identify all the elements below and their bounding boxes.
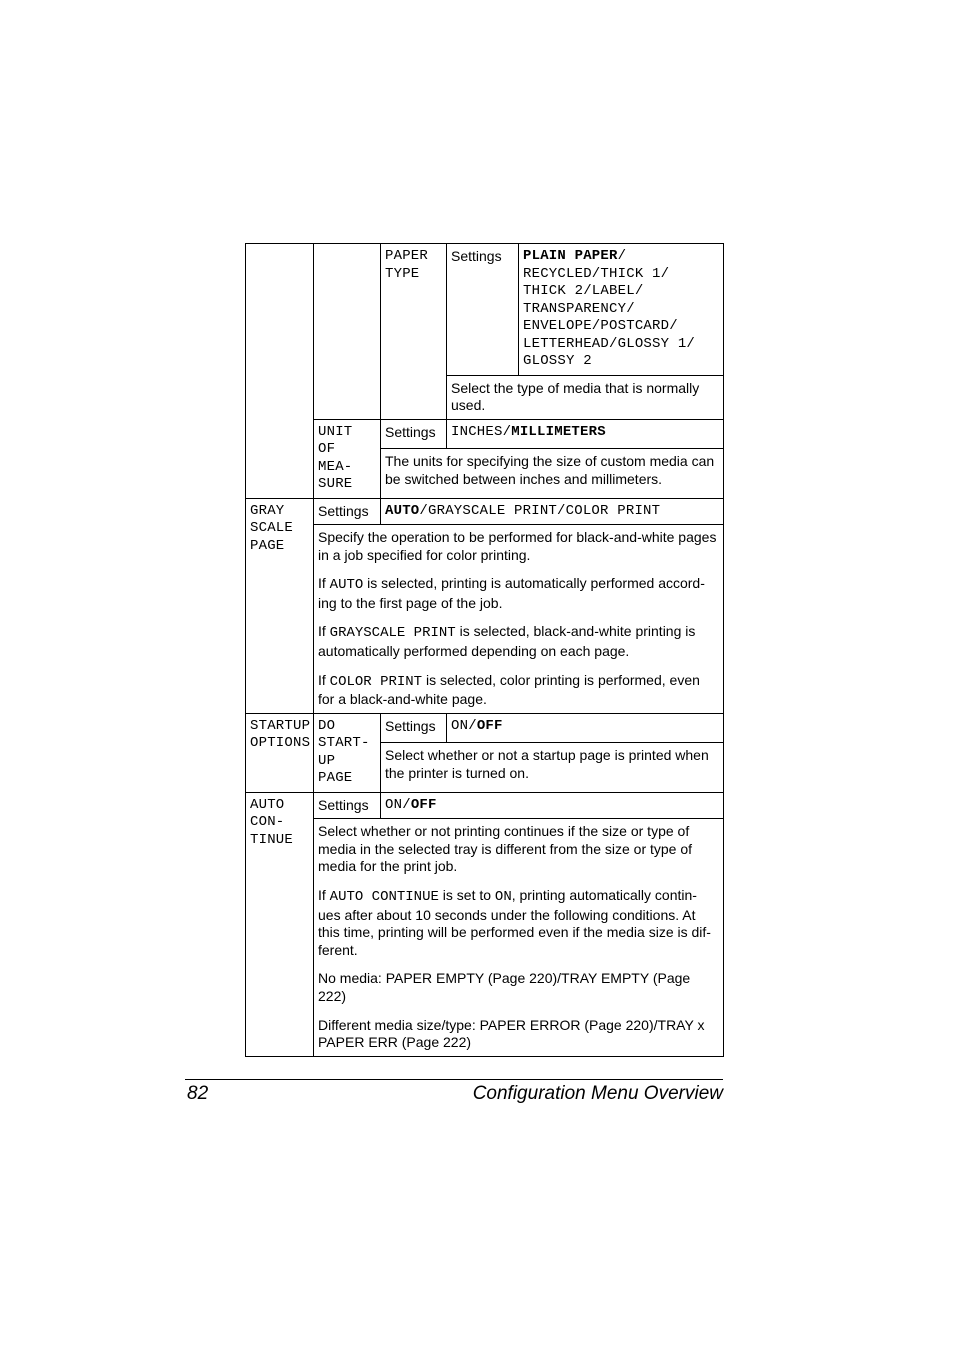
gray-scale-page-menu-name (246, 498, 314, 713)
menu-name-line: SURE (318, 476, 353, 492)
default-value: OFF (410, 796, 437, 813)
menu-name-line: OF (318, 441, 336, 457)
menu-name-line: OPTIONS (250, 735, 311, 752)
gray-scale-description (314, 525, 724, 714)
code-text: ON (494, 889, 512, 906)
settings-label: Settings (381, 419, 447, 449)
code-text: GRAYSCALE PRINT (329, 625, 456, 642)
text: , printing automatically contin-ues after about 10 seconds under the following conditions. At this time, printing will be performed even if the media size is dif-ferent. (318, 887, 711, 958)
code-text: AUTO CONTINUE (329, 889, 439, 906)
menu-name-line: TINUE (250, 831, 294, 848)
paper-type-options (519, 244, 724, 376)
empty-cell (314, 244, 381, 420)
option-line: GLOSSY 2 (523, 353, 592, 369)
text: is selected, black-and-white printing is automatically performed depending on each page. (318, 623, 696, 659)
footer-title: Configuration Menu Overview (472, 1083, 723, 1104)
auto-continue-description-row (246, 819, 724, 1057)
paper-type-settings-row (246, 244, 724, 376)
menu-name-line: DO (318, 717, 336, 734)
menu-name-line: MEA- (318, 458, 353, 475)
option-text: ON/ (451, 717, 477, 734)
do-startup-page-menu-name (314, 713, 381, 792)
empty-cell (246, 244, 314, 499)
menu-name-line: PAGE (250, 537, 285, 554)
auto-continue-menu-name (246, 792, 314, 1056)
settings-label: Settings (447, 244, 519, 376)
menu-name-line: GRAY (250, 502, 285, 519)
startup-options-description: Select whether or not a startup page is printed when the printer is turned on. (381, 743, 724, 792)
option-line: RECYCLED/THICK 1/ (523, 265, 670, 282)
unit-of-measure-menu-name (314, 419, 381, 498)
code-text: AUTO (329, 577, 364, 594)
settings-label: Settings (381, 713, 447, 743)
option-text: /GRAYSCALE PRINT/COLOR PRINT (419, 502, 661, 519)
text: is selected, printing is automatically performed accord-ing to the first page of the job. (318, 575, 705, 611)
menu-name-line: UNIT (318, 423, 353, 440)
option-line: ENVELOPE/POSTCARD/ (523, 318, 678, 334)
description-paragraph: Select whether or not printing continues if the size or type of media in the selected tray is different from the size or type of media for the print job. (318, 823, 693, 875)
gray-scale-options (381, 498, 724, 525)
footer-rule (185, 1079, 723, 1080)
text: is set to (438, 887, 495, 904)
default-value: PLAIN PAPER (523, 248, 618, 264)
menu-name-line: PAGE (318, 770, 353, 787)
startup-options-values (447, 713, 724, 743)
settings-label: Settings (314, 498, 381, 525)
description-paragraph (318, 575, 719, 612)
text: If (318, 887, 330, 904)
text: If (318, 623, 330, 640)
menu-name-line: AUTO (250, 796, 285, 813)
text: If (318, 575, 330, 592)
paper-type-description: Select the type of media that is normally used. (447, 375, 724, 419)
code-text: COLOR PRINT (329, 673, 423, 690)
menu-name-line: STARTUP (250, 717, 311, 734)
text: is selected, color printing is performed, even for a black-and-white page. (318, 671, 700, 708)
menu-name-line: PAPER (385, 248, 429, 264)
auto-continue-settings-row (246, 792, 724, 819)
description-paragraph (318, 672, 719, 709)
option-line: THICK 2/LABEL/ (523, 283, 644, 299)
option-line: TRANSPARENCY/ (523, 300, 635, 317)
description-paragraph: No media: PAPER EMPTY (Page 220)/TRAY EMPTY (Page 222) (318, 970, 691, 1004)
description-paragraph (318, 623, 719, 660)
option-line: LETTERHEAD/GLOSSY 1/ (523, 335, 696, 352)
text: If (318, 671, 330, 688)
option-text: INCHES/ (451, 423, 512, 440)
unit-of-measure-description: The units for specifying the size of custom media can be switched between inches and millimeters. (381, 449, 724, 498)
option-text: ON/ (385, 796, 411, 813)
menu-name-line: SCALE (250, 520, 294, 536)
page-number: 82 (187, 1083, 209, 1104)
default-value: OFF (476, 717, 503, 734)
paper-type-menu-name (381, 244, 447, 420)
menu-name-line: UP (318, 752, 336, 769)
menu-name-line: TYPE (385, 265, 420, 282)
description-paragraph (318, 887, 719, 959)
unit-of-measure-options (447, 419, 724, 449)
unit-of-measure-settings-row (246, 419, 724, 449)
startup-options-settings-row (246, 713, 724, 743)
auto-continue-values (381, 792, 724, 819)
configuration-menu-table (245, 243, 724, 1057)
auto-continue-description (314, 819, 724, 1057)
settings-label: Settings (314, 792, 381, 819)
gray-scale-description-row (246, 525, 724, 714)
default-value: AUTO (385, 502, 420, 519)
menu-name-line: START- (318, 735, 370, 752)
paper-type-default-option: PLAIN PAPER/ (523, 248, 627, 264)
startup-options-menu-name (246, 713, 314, 792)
description-paragraph: Different media size/type: PAPER ERROR (Page 220)/TRAY x PAPER ERR (Page 222) (318, 1016, 705, 1051)
menu-name-line: CON- (250, 814, 285, 831)
default-value: MILLIMETERS (511, 423, 606, 440)
description-paragraph: Specify the operation to be performed for black-and-white pages in a job specified for color printing. (318, 529, 717, 563)
gray-scale-settings-row (246, 498, 724, 525)
